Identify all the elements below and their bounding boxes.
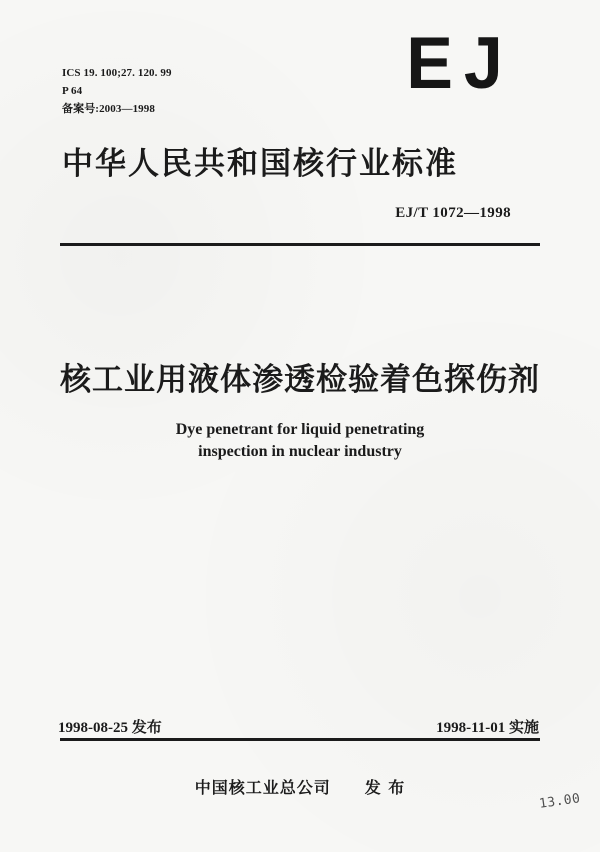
issue-date: 1998-08-25 发布 — [58, 720, 162, 736]
standard-number: EJ/T 1072—1998 — [395, 205, 511, 221]
issuing-organization: 中国核工业总公司 发 布 — [194, 778, 406, 797]
industry-standard-title: 中华人民共和国核行业标准 — [62, 146, 458, 182]
logo-text: EJ — [406, 22, 514, 104]
english-title-line-1: Dye penetrant for liquid penetrating — [175, 421, 425, 438]
implementation-date: 1998-11-01 实施 — [436, 720, 539, 736]
record-number: 备案号:2003—1998 — [62, 103, 155, 115]
document-title-en — [0, 419, 600, 463]
meta-block — [62, 64, 172, 118]
ej-logo — [397, 22, 523, 104]
ics-code: ICS 19. 100;27. 120. 99 — [62, 67, 172, 79]
english-title-line-2: inspection in nuclear industry — [198, 443, 402, 460]
top-divider — [60, 243, 540, 246]
document-title-cn: 核工业用液体渗透检验着色探伤剂 — [60, 362, 540, 398]
bottom-divider — [60, 738, 540, 741]
handwritten-note: 13.00 — [538, 791, 582, 812]
classification-code: P 64 — [62, 85, 83, 97]
